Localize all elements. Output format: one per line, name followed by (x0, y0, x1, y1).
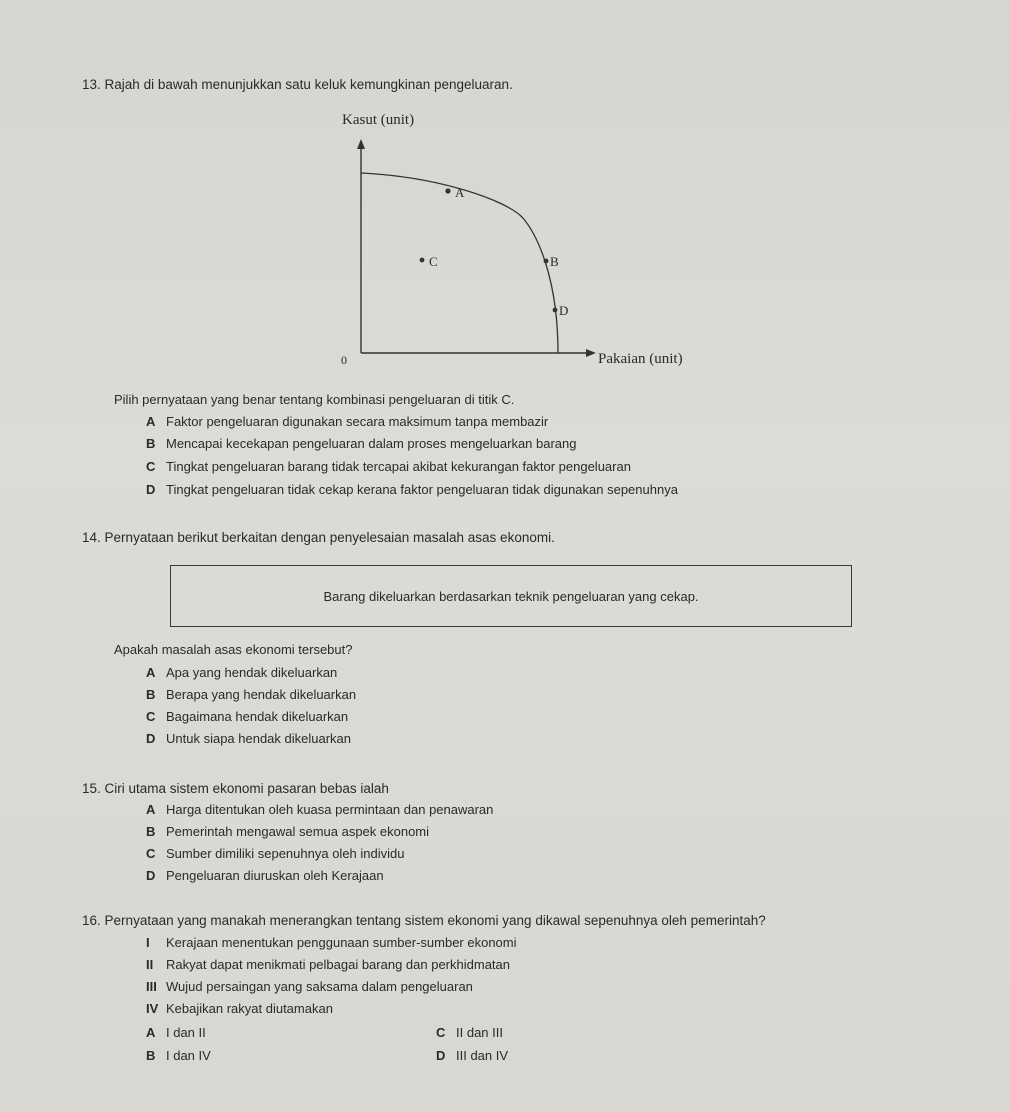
option-text: Pemerintah mengawal semua aspek ekonomi (166, 824, 430, 839)
q15-option-d[interactable] (146, 868, 384, 884)
q14-stem: Pernyataan berikut berkaitan dengan penyelesaian masalah asas ekonomi. (104, 530, 555, 545)
q14-heading (82, 530, 555, 546)
option-text: Tingkat pengeluaran barang tidak tercapai akibat kekurangan faktor pengeluaran (166, 459, 631, 474)
option-text: Apa yang hendak dikeluarkan (166, 665, 338, 680)
point-c-marker (420, 258, 425, 263)
option-text: Sumber dimiliki sepenuhnya oleh individu (166, 846, 405, 861)
statement-roman: III (146, 979, 157, 994)
q15-heading (82, 781, 389, 797)
q15-option-b[interactable] (146, 824, 429, 840)
statement-text: Kerajaan menentukan penggunaan sumber-sumber ekonomi (166, 935, 517, 950)
q16-option-c[interactable] (436, 1025, 503, 1041)
option-letter: A (146, 414, 156, 429)
q13-option-c[interactable] (146, 459, 631, 475)
q16-option-a[interactable] (146, 1025, 206, 1041)
q14-box-text: Barang dikeluarkan berdasarkan teknik pengeluaran yang cekap. (323, 588, 699, 604)
statement-roman: II (146, 957, 154, 972)
q14-statement-box (170, 565, 852, 627)
option-letter: C (146, 709, 156, 724)
q16-statement-ii (146, 957, 510, 973)
option-text: Tingkat pengeluaran tidak cekap kerana faktor pengeluaran tidak digunakan sepenuhnya (166, 482, 678, 497)
q15-number: 15. (82, 781, 101, 796)
origin-label: 0 (341, 353, 347, 367)
option-text: Pengeluaran diuruskan oleh Kerajaan (166, 868, 384, 883)
option-letter: C (146, 459, 156, 474)
option-letter: C (436, 1025, 446, 1040)
option-text: I dan II (166, 1025, 206, 1040)
q13-option-d[interactable] (146, 482, 678, 498)
q16-statement-i (146, 935, 517, 951)
option-letter: C (146, 846, 156, 861)
q16-number: 16. (82, 913, 101, 928)
option-text: II dan III (456, 1025, 503, 1040)
statement-text: Rakyat dapat menikmati pelbagai barang dan perkhidmatan (166, 957, 510, 972)
option-letter: D (146, 482, 156, 497)
q16-option-b[interactable] (146, 1048, 211, 1064)
point-c-label: C (429, 254, 438, 269)
option-letter: D (436, 1048, 446, 1063)
x-axis-label: Pakaian (unit) (598, 351, 683, 367)
statement-roman: I (146, 935, 150, 950)
option-text: Faktor pengeluaran digunakan secara maksimum tanpa membazir (166, 414, 549, 429)
y-axis-label: Kasut (unit) (342, 112, 415, 128)
statement-roman: IV (146, 1001, 159, 1016)
q14-number: 14. (82, 530, 101, 545)
option-text: Berapa yang hendak dikeluarkan (166, 687, 357, 702)
statement-text: Wujud persaingan yang saksama dalam pengeluaran (166, 979, 473, 994)
q13-prompt: Pilih pernyataan yang benar tentang kombinasi pengeluaran di titik C. (114, 392, 515, 407)
q13-option-a[interactable] (146, 414, 548, 430)
option-letter: A (146, 665, 156, 680)
option-text: Bagaimana hendak dikeluarkan (166, 709, 349, 724)
q15-option-a[interactable] (146, 802, 493, 818)
q14-prompt: Apakah masalah asas ekonomi tersebut? (114, 642, 353, 657)
q13-stem: Rajah di bawah menunjukkan satu keluk kemungkinan pengeluaran. (104, 77, 513, 92)
q16-stem: Pernyataan yang manakah menerangkan tentang sistem ekonomi yang dikawal sepenuhnya oleh pemerintah? (104, 913, 766, 928)
option-letter: B (146, 687, 156, 702)
option-letter: A (146, 802, 156, 817)
point-a-label: A (455, 185, 465, 200)
q15-stem: Ciri utama sistem ekonomi pasaran bebas ialah (104, 781, 389, 796)
q16-option-d[interactable] (436, 1048, 508, 1064)
option-text: Untuk siapa hendak dikeluarkan (166, 731, 352, 746)
q13-heading (82, 77, 513, 93)
option-letter: A (146, 1025, 156, 1040)
q13-number: 13. (82, 77, 101, 92)
point-a-marker (445, 188, 450, 193)
q14-option-d[interactable] (146, 731, 351, 747)
q15-option-c[interactable] (146, 846, 404, 862)
option-text: III dan IV (456, 1048, 509, 1063)
option-letter: B (146, 824, 156, 839)
point-d-marker (553, 308, 558, 313)
option-letter: D (146, 868, 156, 883)
ppc-curve (361, 173, 558, 353)
option-text: Mencapai kecekapan pengeluaran dalam proses mengeluarkan barang (166, 436, 577, 451)
option-letter: D (146, 731, 156, 746)
point-b-label: B (550, 254, 559, 269)
statement-text: Kebajikan rakyat diutamakan (166, 1001, 333, 1016)
q16-statement-iii (146, 979, 473, 995)
q14-option-c[interactable] (146, 709, 348, 725)
q14-option-b[interactable] (146, 687, 356, 703)
y-axis-arrow (357, 139, 365, 149)
point-b-marker (544, 259, 549, 264)
x-axis-arrow (586, 349, 596, 357)
option-text: I dan IV (166, 1048, 211, 1063)
q16-heading (82, 913, 766, 929)
q13-option-b[interactable] (146, 436, 577, 452)
ppc-figure (300, 105, 730, 375)
option-text: Harga ditentukan oleh kuasa permintaan dan penawaran (166, 802, 494, 817)
point-d-label: D (559, 303, 569, 318)
option-letter: B (146, 436, 156, 451)
option-letter: B (146, 1048, 156, 1063)
q16-statement-iv (146, 1001, 333, 1017)
q14-option-a[interactable] (146, 665, 337, 681)
